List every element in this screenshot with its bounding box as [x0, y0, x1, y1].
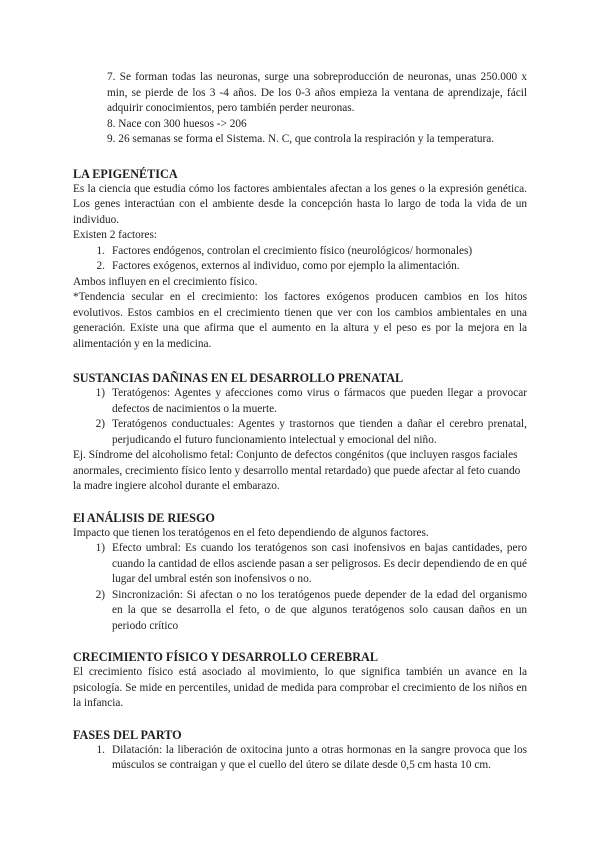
factors-both: Ambos influyen en el crecimiento físico. — [73, 275, 258, 288]
list-marker: 1) — [95, 542, 105, 554]
list-marker: 1) — [95, 387, 105, 399]
epigenetica-definition: Es la ciencia que estudia cómo los factores ambientales afectan a los genes o la expresión genética. Los genes interactúan con el ambiente desde la concepción hasta lo largo de toda la vida de un individuo. — [73, 182, 527, 226]
parto-list — [73, 743, 527, 774]
factor-item — [73, 244, 527, 260]
factor-item — [73, 259, 527, 275]
intro-item-9: 9. 26 semanas se forma el Sistema. N. C, que controla la respiración y la temperatura. — [107, 133, 495, 145]
factor-text: Factores endógenos, controlan el crecimiento físico (neurológicos/ hormonales) — [112, 244, 473, 257]
intro-item-7: 7. Se forman todas las neuronas, surge una sobreproducción de neuronas, unas 250.000 x min, se pierde de los 3 -4 años. De los 0-3 años empieza la ventana de aprendizaje, fácil adquirir conocimientos, pero también perder neuronas. — [107, 71, 527, 114]
riesgo-text: Efecto umbral: Es cuando los teratógenos son casi inofensivos en bajas cantidades, pero cuando la cantidad de ellos asciende pasan a ser peligrosos. Es decir dependiendo de en qué lugar del umbral estén son inofensivos o no. — [112, 542, 527, 585]
riesgo-heading: El ANÁLISIS DE RIESGO — [73, 510, 215, 525]
epigenetica-heading: LA EPIGENÉTICA — [73, 166, 178, 181]
riesgo-intro: Impacto que tienen los teratógenos en el feto dependiendo de algunos factores. — [73, 526, 429, 539]
factors-intro: Existen 2 factores: — [73, 229, 158, 241]
crecimiento-heading: CRECIMIENTO FÍSICO Y DESARROLLO CEREBRAL — [73, 650, 378, 664]
list-marker: 1. — [96, 244, 105, 257]
sustancias-list — [73, 386, 527, 448]
factors-list — [73, 244, 527, 275]
parto-text: Dilatación: la liberación de oxitocina junto a otras hormonas en la sangre provoca que los músculos se contraigan y que el cuello del útero se dilate desde 0,5 cm hasta 10 cm. — [112, 743, 527, 771]
list-marker: 1. — [96, 743, 105, 756]
riesgo-item — [73, 541, 527, 588]
intro-item-8: 8. Nace con 300 huesos -> 206 — [107, 117, 247, 130]
factor-text: Factores exógenos, externos al individuo, como por ejemplo la alimentación. — [112, 260, 460, 272]
list-marker: 2) — [95, 588, 105, 601]
secular-trend-text: *Tendencia secular en el crecimiento: los factores exógenos producen cambios en los hitos evolutivos. Estos cambios en el crecimiento tienen que ver con los cambios ambientales en una generación. Existe una que afirma que el aumento en la altura y el peso es por la mejora en la alimentación y en la medicina. — [73, 291, 527, 350]
sustancia-item — [73, 386, 527, 417]
sustancia-text: Teratógenos: Agentes y afecciones como virus o fármacos que pueden llegar a provocar defectos de nacimientos o la muerte. — [112, 387, 527, 415]
sustancia-item — [73, 417, 527, 448]
sustancias-example: Ej. Síndrome del alcoholismo fetal: Conjunto de defectos congénitos (que incluyen rasgos faciales anormales, crecimiento físico lento y desarrollo mental retardado) que puede afectar al feto cuando la madre ingiere alcohol durante el embarazo. — [73, 449, 521, 492]
sustancias-heading: SUSTANCIAS DAÑINAS EN EL DESARROLLO PRENATAL — [73, 371, 404, 385]
crecimiento-text: El crecimiento físico está asociado al movimiento, lo que significa también un avance en la psicología. Se mide en percentiles, unidad de medida para comprobar el crecimiento de los niños en la infancia. — [73, 666, 527, 709]
riesgo-text: Sincronización: Si afectan o no los teratógenos puede depender de la edad del organismo en la que se desarrolla el feto, o de que algunos teratógenos solo causan daños en un periodo crítico — [112, 588, 527, 632]
riesgo-list — [73, 541, 527, 634]
list-marker: 2) — [95, 418, 105, 430]
intro-list — [73, 70, 527, 148]
sustancia-text: Teratógenos conductuales: Agentes y trastornos que tienden a dañar el cerebro prenatal, perjudicando el futuro funcionamiento intelectual y emocional del niño. — [112, 418, 527, 446]
riesgo-item — [73, 588, 527, 635]
parto-heading: FASES DEL PARTO — [73, 727, 182, 742]
document-content — [73, 70, 527, 774]
parto-item — [73, 743, 527, 774]
list-marker: 2. — [96, 260, 105, 272]
